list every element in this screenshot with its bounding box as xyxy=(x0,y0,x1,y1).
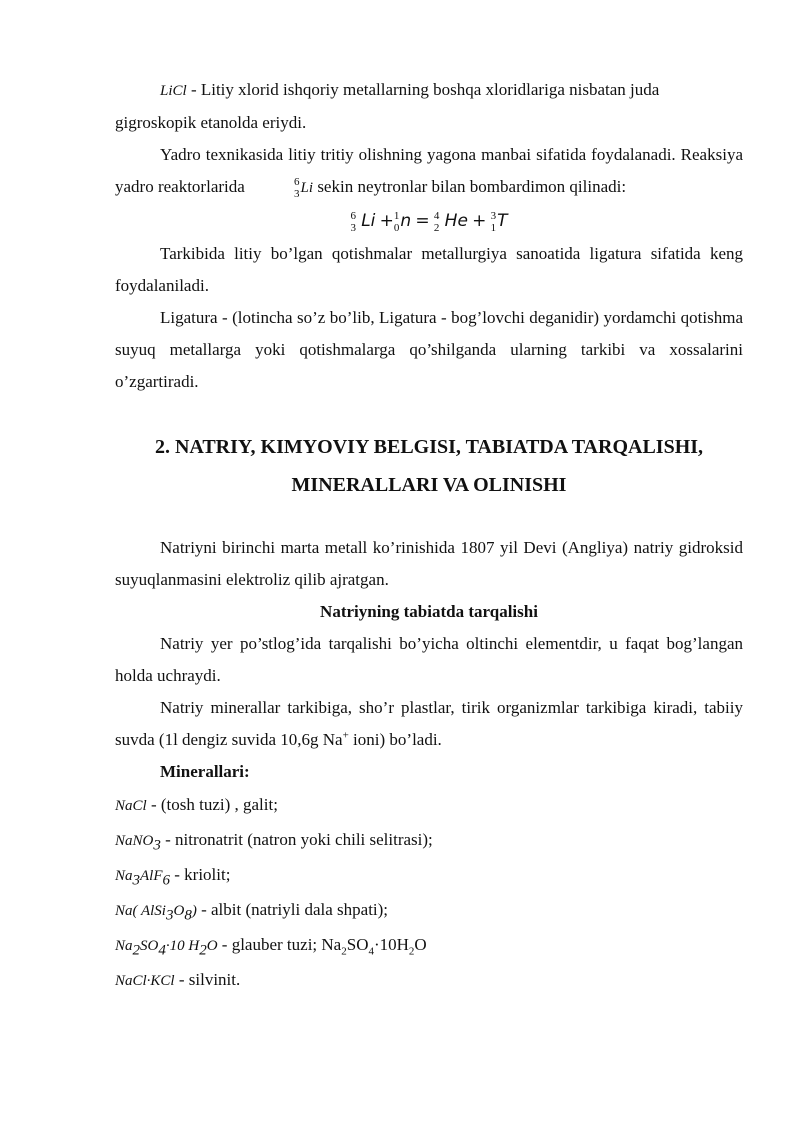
eq-t: T xyxy=(497,211,508,231)
mineral-item xyxy=(115,963,743,998)
nuclear-equation xyxy=(115,204,743,238)
mineral-item xyxy=(115,928,743,963)
glauber-sub: 2 xyxy=(408,945,415,958)
paragraph-tarkibida: Tarkibida litiy bo’lgan qotishmalar metallurgiya sanoatida ligatura sifatida keng foydalaniladi. xyxy=(115,244,743,295)
formula-licl: LiCl xyxy=(160,83,187,99)
eq-li: Li xyxy=(361,211,376,231)
mineral-formula: NaCl xyxy=(115,798,147,814)
section-heading xyxy=(115,428,743,504)
mineral-formula-part: ) xyxy=(191,903,197,919)
mineral-item xyxy=(115,893,743,928)
eq-he-mass: 4 xyxy=(433,210,440,223)
eq-li-mass: 6 xyxy=(350,210,356,223)
isotope-li-inline xyxy=(249,176,300,200)
mineral-item xyxy=(115,858,743,893)
paragraph-yadro xyxy=(115,139,743,204)
eq-n: n xyxy=(400,211,412,231)
paragraph-natriy-history: Natriyni birinchi marta metall ko’rinishida 1807 yil Devi (Angliya) natriy gidroksid suyuqlanmasini elektroliz qilib ajratgan. xyxy=(115,538,743,589)
mineral-sub: 3 xyxy=(153,837,161,854)
iso-num: 3 xyxy=(294,188,300,201)
yadro-text-a: Yadro texnikasida litiy tritiy olishning yagona manbai sifatida foydalanadi. Reaksiya yadro reaktorlarida xyxy=(115,145,743,196)
mineral-formula: Na( AlSi xyxy=(115,903,166,919)
yadro-text-b: sekin neytronlar bilan bombardimon qilinadi: xyxy=(313,177,627,196)
paragraph-licl xyxy=(115,74,743,139)
mineral-formula: Na xyxy=(115,938,133,954)
eq-t-mass: 3 xyxy=(490,210,497,223)
subheading-tarqalishi: Natriyning tabiatda tarqalishi xyxy=(320,602,538,621)
eq-he-num: 2 xyxy=(433,222,440,235)
eq-n-num: 0 xyxy=(393,222,400,235)
eq-he: He xyxy=(444,211,468,231)
iso-symbol: Li xyxy=(300,180,314,196)
mineral-formula-part: SO xyxy=(140,938,159,954)
iso-mass: 6 xyxy=(294,176,300,189)
mineral-desc: - kriolit; xyxy=(170,865,231,884)
mineral-item xyxy=(115,788,743,823)
document-page xyxy=(115,74,743,998)
paragraph-natriy-yer: Natriy yer po’stlog’ida tarqalishi bo’yicha oltinchi elementdir, u faqat bog’langan holda uchraydi. xyxy=(115,634,743,685)
eq-plus-1: + xyxy=(379,211,394,231)
mineral-formula-part: O xyxy=(173,903,185,919)
heading-line-1: 2. NATRIY, KIMYOVIY BELGISI, TABIATDA TARQALISHI, xyxy=(154,436,704,458)
mineral-sub: 3 xyxy=(132,872,141,889)
mineral-formula-part: AlF xyxy=(140,868,163,884)
eq-t-num: 1 xyxy=(490,222,497,235)
mineral-sub: 4 xyxy=(158,942,166,959)
heading-line-2: MINERALLARI VA OLINISHI xyxy=(291,474,567,496)
mineral-formula: Na xyxy=(115,868,133,884)
minerallar-text-a: Natriy minerallar tarkibiga, sho’r plastlar, tirik organizmlar tarkibiga kiradi, tabiiy suvda (1l dengiz suvida 10,6g Na xyxy=(115,698,743,749)
na-plus-sup: + xyxy=(342,729,349,742)
mineral-sub: 6 xyxy=(162,872,171,889)
mineral-formula: NaCl·KCl xyxy=(115,973,175,989)
eq-li-num: 3 xyxy=(350,222,356,235)
eq-plus-2: + xyxy=(472,211,487,231)
glauber-text: SO xyxy=(346,935,369,954)
mineral-formula-part: ·10 H xyxy=(165,938,200,954)
eq-equals: = xyxy=(415,211,430,231)
eq-n-mass: 1 xyxy=(393,210,400,223)
glauber-sub: 4 xyxy=(368,945,374,958)
minerals-title: Minerallari: xyxy=(160,762,250,781)
mineral-sub: 8 xyxy=(184,907,192,924)
mineral-sub: 3 xyxy=(165,907,174,924)
mineral-formula: NaNO xyxy=(115,833,154,849)
mineral-desc: - (tosh tuzi) , galit; xyxy=(146,795,278,814)
mineral-desc: - nitronatrit (natron yoki chili selitrasi); xyxy=(160,830,433,849)
glauber-text: ·10H xyxy=(373,935,409,954)
mineral-sub: 2 xyxy=(132,942,141,959)
licl-text-2: gigroskopik etanolda eriydi. xyxy=(115,113,307,132)
mineral-sub: 2 xyxy=(199,942,207,959)
licl-text: - Litiy xlorid ishqoriy metallarning boshqa xloridlariga nisbatan juda xyxy=(186,80,660,99)
mineral-item xyxy=(115,823,743,858)
glauber-sub: 2 xyxy=(341,945,347,958)
glauber-text: O xyxy=(414,935,427,954)
mineral-desc: - albit (natriyli dala shpati); xyxy=(196,900,389,919)
paragraph-natriy-minerallar xyxy=(115,692,743,756)
minerallar-text-b: ioni) bo’ladi. xyxy=(348,730,442,749)
mineral-desc: - silvinit. xyxy=(174,970,241,989)
mineral-formula-part: O xyxy=(206,938,218,954)
mineral-desc: - glauber tuzi; Na xyxy=(217,935,342,954)
paragraph-ligatura: Ligatura - (lotincha so’z bo’lib, Ligatura - bog’lovchi deganidir) yordamchi qotishma suyuq metallarga yoki qotishmalarga qo’shilganda ularning tarkibi va xossalarini o’zgartiradi. xyxy=(115,308,743,391)
